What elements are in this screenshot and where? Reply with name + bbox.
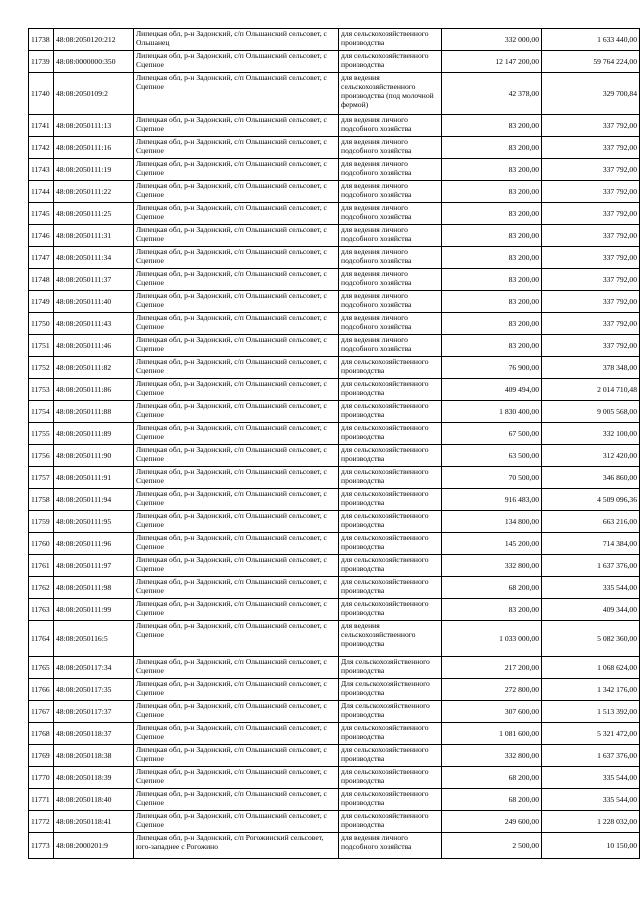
permitted-use-cell: для сельскохозяйственного производства: [339, 423, 442, 445]
area-cell: 1 033 000,00: [442, 621, 542, 657]
cadastral-value-cell: 312 420,00: [542, 445, 640, 467]
cadastral-value-cell: 714 384,00: [542, 533, 640, 555]
table-row: [29, 225, 640, 247]
table-body: [29, 29, 640, 859]
row-number-cell: 11770: [29, 767, 54, 789]
address-cell: Липецкая обл, р-н Задонский, с/п Ольшанский сельсовет, с Сцепное: [134, 723, 339, 745]
permitted-use-cell: для ведения личного подсобного хозяйства: [339, 181, 442, 203]
cadastral-value-cell: 337 792,00: [542, 335, 640, 357]
address-cell: Липецкая обл, р-н Задонский, с/п Ольшанский сельсовет, с Ольшанец: [134, 29, 339, 51]
cadastral-number-cell: 48:08:2050118:37: [54, 723, 134, 745]
cadastral-number-cell: 48:08:2050118:38: [54, 745, 134, 767]
permitted-use-cell: для сельскохозяйственного производства: [339, 489, 442, 511]
table-row: [29, 313, 640, 335]
address-cell: Липецкая обл, р-н Задонский, с/п Ольшанский сельсовет, с Сцепное: [134, 621, 339, 657]
row-number-cell: 11741: [29, 115, 54, 137]
row-number-cell: 11752: [29, 357, 54, 379]
area-cell: 409 494,00: [442, 379, 542, 401]
address-cell: Липецкая обл, р-н Задонский, с/п Ольшанский сельсовет, с Сцепное: [134, 115, 339, 137]
table-row: [29, 379, 640, 401]
permitted-use-cell: для сельскохозяйственного производства: [339, 811, 442, 833]
area-cell: 83 200,00: [442, 269, 542, 291]
cadastral-number-cell: 48:08:2050109:2: [54, 73, 134, 115]
table-row: [29, 181, 640, 203]
area-cell: 83 200,00: [442, 313, 542, 335]
address-cell: Липецкая обл, р-н Задонский, с/п Ольшанский сельсовет, с Сцепное: [134, 203, 339, 225]
row-number-cell: 11754: [29, 401, 54, 423]
address-cell: Липецкая обл, р-н Задонский, с/п Ольшанский сельсовет, с Сцепное: [134, 379, 339, 401]
permitted-use-cell: для ведения личного подсобного хозяйства: [339, 115, 442, 137]
cadastral-number-cell: 48:08:2050111:37: [54, 269, 134, 291]
table-row: [29, 291, 640, 313]
cadastral-number-cell: 48:08:2050111:94: [54, 489, 134, 511]
row-number-cell: 11773: [29, 833, 54, 859]
permitted-use-cell: для сельскохозяйственного производства: [339, 555, 442, 577]
area-cell: 76 900,00: [442, 357, 542, 379]
permitted-use-cell: для сельскохозяйственного производства: [339, 599, 442, 621]
area-cell: 2 500,00: [442, 833, 542, 859]
area-cell: 83 200,00: [442, 203, 542, 225]
address-cell: Липецкая обл, р-н Задонский, с/п Ольшанский сельсовет, с Сцепное: [134, 247, 339, 269]
cadastral-value-cell: 337 792,00: [542, 291, 640, 313]
area-cell: 307 600,00: [442, 701, 542, 723]
area-cell: 68 200,00: [442, 789, 542, 811]
table-row: [29, 679, 640, 701]
row-number-cell: 11757: [29, 467, 54, 489]
cadastral-number-cell: 48:08:2050111:95: [54, 511, 134, 533]
row-number-cell: 11742: [29, 137, 54, 159]
permitted-use-cell: для сельскохозяйственного производства: [339, 577, 442, 599]
permitted-use-cell: для сельскохозяйственного производства: [339, 745, 442, 767]
area-cell: 332 000,00: [442, 29, 542, 51]
table-row: [29, 137, 640, 159]
cadastral-value-cell: 329 700,84: [542, 73, 640, 115]
address-cell: Липецкая обл, р-н Задонский, с/п Ольшанский сельсовет, с Сцепное: [134, 679, 339, 701]
table-row: [29, 811, 640, 833]
table-row: [29, 445, 640, 467]
area-cell: 134 800,00: [442, 511, 542, 533]
cadastral-number-cell: 48:08:2050111:13: [54, 115, 134, 137]
cadastral-value-cell: 335 544,00: [542, 789, 640, 811]
permitted-use-cell: для ведения личного подсобного хозяйства: [339, 291, 442, 313]
row-number-cell: 11745: [29, 203, 54, 225]
address-cell: Липецкая обл, р-н Задонский, с/п Ольшанский сельсовет, с Сцепное: [134, 335, 339, 357]
row-number-cell: 11743: [29, 159, 54, 181]
row-number-cell: 11749: [29, 291, 54, 313]
cadastral-number-cell: 48:08:2050111:22: [54, 181, 134, 203]
permitted-use-cell: для сельскохозяйственного производства: [339, 51, 442, 73]
address-cell: Липецкая обл, р-н Задонский, с/п Ольшанский сельсовет, с Сцепное: [134, 577, 339, 599]
row-number-cell: 11768: [29, 723, 54, 745]
row-number-cell: 11767: [29, 701, 54, 723]
row-number-cell: 11759: [29, 511, 54, 533]
area-cell: 68 200,00: [442, 767, 542, 789]
cadastral-value-cell: 4 509 096,36: [542, 489, 640, 511]
address-cell: Липецкая обл, р-н Задонский, с/п Ольшанский сельсовет, с Сцепное: [134, 467, 339, 489]
area-cell: 145 200,00: [442, 533, 542, 555]
permitted-use-cell: для ведения сельскохозяйственного производства (под молочной фермой): [339, 73, 442, 115]
cadastral-value-cell: 1 637 376,00: [542, 745, 640, 767]
area-cell: 332 800,00: [442, 555, 542, 577]
row-number-cell: 11765: [29, 657, 54, 679]
area-cell: 67 500,00: [442, 423, 542, 445]
permitted-use-cell: для ведения личного подсобного хозяйства: [339, 269, 442, 291]
cadastral-value-cell: 1 637 376,00: [542, 555, 640, 577]
row-number-cell: 11762: [29, 577, 54, 599]
row-number-cell: 11740: [29, 73, 54, 115]
address-cell: Липецкая обл, р-н Задонский, с/п Ольшанский сельсовет, с Сцепное: [134, 533, 339, 555]
cadastral-number-cell: 48:08:2050117:34: [54, 657, 134, 679]
area-cell: 1 830 400,00: [442, 401, 542, 423]
row-number-cell: 11764: [29, 621, 54, 657]
table-row: [29, 701, 640, 723]
permitted-use-cell: для сельскохозяйственного производства: [339, 533, 442, 555]
row-number-cell: 11772: [29, 811, 54, 833]
row-number-cell: 11766: [29, 679, 54, 701]
permitted-use-cell: для сельскохозяйственного производства: [339, 445, 442, 467]
table-row: [29, 577, 640, 599]
permitted-use-cell: для ведения личного подсобного хозяйства: [339, 137, 442, 159]
cadastral-value-cell: 337 792,00: [542, 181, 640, 203]
area-cell: 83 200,00: [442, 225, 542, 247]
cadastral-value-cell: 1 068 624,00: [542, 657, 640, 679]
table-row: [29, 335, 640, 357]
row-number-cell: 11763: [29, 599, 54, 621]
area-cell: 249 600,00: [442, 811, 542, 833]
permitted-use-cell: для сельскохозяйственного производства: [339, 511, 442, 533]
table-row: [29, 203, 640, 225]
cadastral-value-cell: 2 014 710,48: [542, 379, 640, 401]
row-number-cell: 11756: [29, 445, 54, 467]
cadastral-number-cell: 48:08:2050120:212: [54, 29, 134, 51]
address-cell: Липецкая обл, р-н Задонский, с/п Ольшанский сельсовет, с Сцепное: [134, 51, 339, 73]
address-cell: Липецкая обл, р-н Задонский, с/п Ольшанский сельсовет, с Сцепное: [134, 181, 339, 203]
area-cell: 332 800,00: [442, 745, 542, 767]
address-cell: Липецкая обл, р-н Задонский, с/п Ольшанский сельсовет, с Сцепное: [134, 599, 339, 621]
cadastral-value-cell: 335 544,00: [542, 767, 640, 789]
address-cell: Липецкая обл, р-н Задонский, с/п Ольшанский сельсовет, с Сцепное: [134, 745, 339, 767]
permitted-use-cell: для ведения личного подсобного хозяйства: [339, 313, 442, 335]
row-number-cell: 11769: [29, 745, 54, 767]
cadastral-number-cell: 48:08:2050111:96: [54, 533, 134, 555]
cadastral-value-cell: 59 764 224,00: [542, 51, 640, 73]
cadastral-value-cell: 337 792,00: [542, 225, 640, 247]
row-number-cell: 11739: [29, 51, 54, 73]
table-row: [29, 73, 640, 115]
permitted-use-cell: для сельскохозяйственного производства: [339, 467, 442, 489]
cadastral-value-cell: 346 860,00: [542, 467, 640, 489]
area-cell: 83 200,00: [442, 181, 542, 203]
cadastral-value-cell: 378 348,00: [542, 357, 640, 379]
address-cell: Липецкая обл, р-н Задонский, с/п Ольшанский сельсовет, с Сцепное: [134, 767, 339, 789]
cadastral-value-cell: 1 633 440,00: [542, 29, 640, 51]
area-cell: 83 200,00: [442, 335, 542, 357]
table-row: [29, 621, 640, 657]
row-number-cell: 11758: [29, 489, 54, 511]
area-cell: 83 200,00: [442, 291, 542, 313]
permitted-use-cell: для ведения личного подсобного хозяйства: [339, 225, 442, 247]
land-plots-table: [28, 28, 640, 859]
row-number-cell: 11747: [29, 247, 54, 269]
address-cell: Липецкая обл, р-н Задонский, с/п Ольшанский сельсовет, с Сцепное: [134, 159, 339, 181]
cadastral-number-cell: 48:08:2050118:39: [54, 767, 134, 789]
cadastral-number-cell: 48:08:2050116:5: [54, 621, 134, 657]
cadastral-number-cell: 48:08:2050118:41: [54, 811, 134, 833]
permitted-use-cell: Для сельскохозяйственного производства: [339, 679, 442, 701]
address-cell: Липецкая обл, р-н Задонский, с/п Ольшанский сельсовет, с Сцепное: [134, 657, 339, 679]
address-cell: Липецкая обл, р-н Задонский, с/п Ольшанский сельсовет, с Сцепное: [134, 313, 339, 335]
cadastral-value-cell: 337 792,00: [542, 137, 640, 159]
area-cell: 83 200,00: [442, 137, 542, 159]
cadastral-number-cell: 48:08:2050111:40: [54, 291, 134, 313]
permitted-use-cell: для ведения личного подсобного хозяйства: [339, 247, 442, 269]
cadastral-number-cell: 48:08:2050118:40: [54, 789, 134, 811]
table-row: [29, 29, 640, 51]
permitted-use-cell: для ведения личного подсобного хозяйства: [339, 159, 442, 181]
cadastral-value-cell: 337 792,00: [542, 313, 640, 335]
cadastral-number-cell: 48:08:2050111:98: [54, 577, 134, 599]
cadastral-value-cell: 1 342 176,00: [542, 679, 640, 701]
permitted-use-cell: для ведения сельскохозяйственного производства: [339, 621, 442, 657]
cadastral-number-cell: 48:08:2050111:97: [54, 555, 134, 577]
cadastral-number-cell: 48:08:2050111:99: [54, 599, 134, 621]
cadastral-number-cell: 48:08:2050111:91: [54, 467, 134, 489]
table-row: [29, 401, 640, 423]
area-cell: 42 378,00: [442, 73, 542, 115]
row-number-cell: 11751: [29, 335, 54, 357]
row-number-cell: 11771: [29, 789, 54, 811]
table-row: [29, 115, 640, 137]
cadastral-number-cell: 48:08:2050117:35: [54, 679, 134, 701]
cadastral-number-cell: 48:08:2050117:37: [54, 701, 134, 723]
table-row: [29, 511, 640, 533]
table-row: [29, 467, 640, 489]
cadastral-number-cell: 48:08:2050111:88: [54, 401, 134, 423]
permitted-use-cell: для ведения личного подсобного хозяйства: [339, 203, 442, 225]
address-cell: Липецкая обл, р-н Задонский, с/п Ольшанский сельсовет, с Сцепное: [134, 555, 339, 577]
address-cell: Липецкая обл, р-н Задонский, с/п Ольшанский сельсовет, с Сцепное: [134, 291, 339, 313]
area-cell: 83 200,00: [442, 115, 542, 137]
row-number-cell: 11755: [29, 423, 54, 445]
cadastral-number-cell: 48:08:2050111:19: [54, 159, 134, 181]
row-number-cell: 11744: [29, 181, 54, 203]
table-row: [29, 269, 640, 291]
address-cell: Липецкая обл, р-н Задонский, с/п Ольшанский сельсовет, с Сцепное: [134, 401, 339, 423]
cadastral-value-cell: 335 544,00: [542, 577, 640, 599]
permitted-use-cell: для сельскохозяйственного производства: [339, 401, 442, 423]
area-cell: 1 081 600,00: [442, 723, 542, 745]
table-row: [29, 533, 640, 555]
row-number-cell: 11738: [29, 29, 54, 51]
cadastral-number-cell: 48:08:2050111:25: [54, 203, 134, 225]
address-cell: Липецкая обл, р-н Задонский, с/п Ольшанский сельсовет, с Сцепное: [134, 269, 339, 291]
cadastral-value-cell: 337 792,00: [542, 247, 640, 269]
row-number-cell: 11760: [29, 533, 54, 555]
cadastral-value-cell: 337 792,00: [542, 159, 640, 181]
address-cell: Липецкая обл, р-н Задонский, с/п Ольшанский сельсовет, с Сцепное: [134, 73, 339, 115]
address-cell: Липецкая обл, р-н Задонский, с/п Ольшанский сельсовет, с Сцепное: [134, 423, 339, 445]
table-row: [29, 357, 640, 379]
cadastral-value-cell: 1 228 032,00: [542, 811, 640, 833]
table-row: [29, 833, 640, 859]
cadastral-number-cell: 48:08:2050111:46: [54, 335, 134, 357]
permitted-use-cell: Для сельскохозяйственного производства: [339, 657, 442, 679]
table-row: [29, 767, 640, 789]
address-cell: Липецкая обл, р-н Задонский, с/п Ольшанский сельсовет, с Сцепное: [134, 445, 339, 467]
area-cell: 83 200,00: [442, 599, 542, 621]
cadastral-value-cell: 9 005 568,00: [542, 401, 640, 423]
permitted-use-cell: Для сельскохозяйственного производства: [339, 701, 442, 723]
address-cell: Липецкая обл, р-н Задонский, с/п Ольшанский сельсовет, с Сцепное: [134, 489, 339, 511]
table-row: [29, 657, 640, 679]
cadastral-number-cell: 48:08:0000000:350: [54, 51, 134, 73]
table-row: [29, 51, 640, 73]
table-row: [29, 555, 640, 577]
cadastral-number-cell: 48:08:2050111:90: [54, 445, 134, 467]
cadastral-number-cell: 48:08:2050111:82: [54, 357, 134, 379]
table-row: [29, 159, 640, 181]
permitted-use-cell: для ведения личного подсобного хозяйства: [339, 335, 442, 357]
table-row: [29, 723, 640, 745]
row-number-cell: 11750: [29, 313, 54, 335]
permitted-use-cell: для сельскохозяйственного производства: [339, 767, 442, 789]
cadastral-number-cell: 48:08:2050111:16: [54, 137, 134, 159]
row-number-cell: 11748: [29, 269, 54, 291]
address-cell: Липецкая обл, р-н Задонский, с/п Ольшанский сельсовет, с Сцепное: [134, 701, 339, 723]
cadastral-number-cell: 48:08:2050111:89: [54, 423, 134, 445]
permitted-use-cell: для сельскохозяйственного производства: [339, 357, 442, 379]
row-number-cell: 11746: [29, 225, 54, 247]
table-row: [29, 423, 640, 445]
table-row: [29, 599, 640, 621]
area-cell: 83 200,00: [442, 159, 542, 181]
area-cell: 70 500,00: [442, 467, 542, 489]
address-cell: Липецкая обл, р-н Задонский, с/п Ольшанский сельсовет, с Сцепное: [134, 225, 339, 247]
permitted-use-cell: для сельскохозяйственного производства: [339, 379, 442, 401]
cadastral-number-cell: 48:08:2000201:9: [54, 833, 134, 859]
address-cell: Липецкая обл, р-н Задонский, с/п Ольшанский сельсовет, с Сцепное: [134, 811, 339, 833]
area-cell: 272 800,00: [442, 679, 542, 701]
row-number-cell: 11753: [29, 379, 54, 401]
cadastral-value-cell: 663 216,00: [542, 511, 640, 533]
cadastral-number-cell: 48:08:2050111:31: [54, 225, 134, 247]
address-cell: Липецкая обл, р-н Задонский, с/п Ольшанский сельсовет, с Сцепное: [134, 511, 339, 533]
cadastral-value-cell: 337 792,00: [542, 203, 640, 225]
cadastral-number-cell: 48:08:2050111:43: [54, 313, 134, 335]
permitted-use-cell: для сельскохозяйственного производства: [339, 723, 442, 745]
permitted-use-cell: для сельскохозяйственного производства: [339, 789, 442, 811]
area-cell: 68 200,00: [442, 577, 542, 599]
cadastral-number-cell: 48:08:2050111:34: [54, 247, 134, 269]
address-cell: Липецкая обл, р-н Задонский, с/п Ольшанский сельсовет, с Сцепное: [134, 137, 339, 159]
area-cell: 217 200,00: [442, 657, 542, 679]
cadastral-value-cell: 1 513 392,00: [542, 701, 640, 723]
cadastral-value-cell: 5 321 472,00: [542, 723, 640, 745]
permitted-use-cell: для ведения личного подсобного хозяйства: [339, 833, 442, 859]
address-cell: Липецкая обл, р-н Задонский, с/п Ольшанский сельсовет, с Сцепное: [134, 357, 339, 379]
table-row: [29, 489, 640, 511]
address-cell: Липецкая обл, р-н Задонский, с/п Ольшанский сельсовет, с Сцепное: [134, 789, 339, 811]
area-cell: 916 483,00: [442, 489, 542, 511]
area-cell: 63 500,00: [442, 445, 542, 467]
area-cell: 83 200,00: [442, 247, 542, 269]
address-cell: Липецкая обл, р-н Задонский, с/п Рогожинский сельсовет, юго-западнее с Рогожино: [134, 833, 339, 859]
cadastral-value-cell: 337 792,00: [542, 269, 640, 291]
table-row: [29, 789, 640, 811]
table-row: [29, 247, 640, 269]
area-cell: 12 147 200,00: [442, 51, 542, 73]
cadastral-value-cell: 10 150,00: [542, 833, 640, 859]
cadastral-value-cell: 409 344,00: [542, 599, 640, 621]
cadastral-number-cell: 48:08:2050111:86: [54, 379, 134, 401]
cadastral-value-cell: 5 082 360,00: [542, 621, 640, 657]
row-number-cell: 11761: [29, 555, 54, 577]
permitted-use-cell: для сельскохозяйственного производства: [339, 29, 442, 51]
table-row: [29, 745, 640, 767]
cadastral-value-cell: 337 792,00: [542, 115, 640, 137]
cadastral-value-cell: 332 100,00: [542, 423, 640, 445]
